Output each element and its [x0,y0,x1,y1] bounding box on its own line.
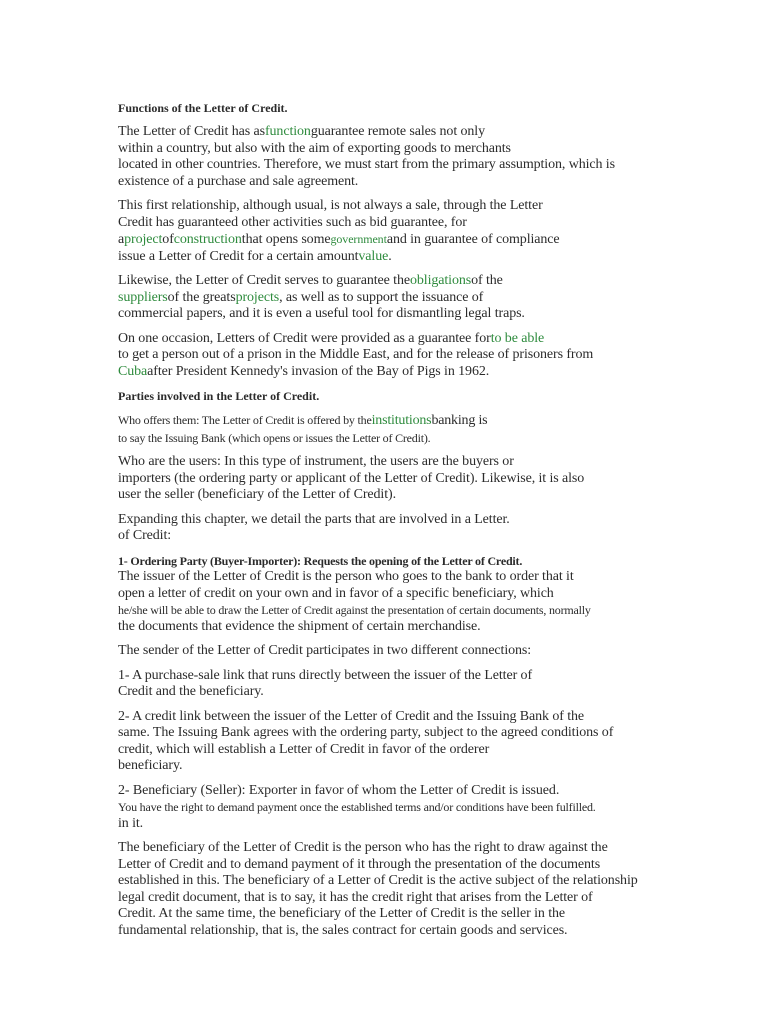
text-span: that opens some [241,232,331,247]
text-line: Credit has guaranteed other activities such as bid guarantee, for [118,214,467,230]
text-line: The beneficiary of the Letter of Credit is the person who has the right to draw against the [118,840,608,855]
text-span: a [118,232,125,247]
paragraph-first-relationship [118,198,718,265]
text-line: importers (the ordering party or applicant of the Letter of Credit). Likewise, it is also [118,470,585,486]
text-line [118,364,718,381]
document-page [118,100,718,939]
link-institutions[interactable]: institutions [371,413,432,428]
text-span: The Letter of Credit has as [118,124,265,139]
link-government[interactable]: government [330,232,387,246]
text-line [118,249,718,266]
text-line: located in other countries. Therefore, we must start from the primary assumption, which is [118,157,615,172]
text-span: of [162,232,174,247]
text-span: and in guarantee of compliance [386,232,560,247]
text-line: beneficiary. [118,758,183,773]
text-span: . [388,248,392,264]
text-line: legal credit document, that is to say, it has the credit right that arises from the Letter of [118,889,593,905]
text-line: The sender of the Letter of Credit participates in two different connections: [118,643,532,658]
section-heading-functions: Functions of the Letter of Credit. [118,101,288,115]
text-line [118,412,718,430]
paragraph-beneficiary-detail [118,840,718,939]
link-obligations[interactable]: obligations [409,273,472,288]
paragraph-beneficiary [118,783,718,833]
section-heading-parties: Parties involved in the Letter of Credit. [118,389,320,403]
text-span: Likewise, the Letter of Credit serves to guarantee the [118,273,410,288]
link-to-be-able[interactable]: to be able [490,330,545,346]
paragraph-occasion [118,331,718,381]
text-line: This first relationship, although usual, is not always a sale, through the Letter [118,198,543,213]
link-function[interactable]: function [264,124,311,139]
text-line: Credit and the beneficiary. [118,684,264,699]
text-line: The issuer of the Letter of Credit is the person who goes to the bank to order that it [118,569,574,584]
text-span: banking is [431,413,488,428]
paragraph-function-intro [118,124,718,190]
text-line: open a letter of credit on your own and in favor of a specific beneficiary, which [118,585,554,601]
paragraph-obligations [118,273,718,323]
paragraph-expanding [118,512,718,545]
text-line: Expanding this chapter, we detail the parts that are involved in a Letter. [118,511,510,527]
text-line: You have the right to demand payment once the established terms and/or conditions have been fulfilled. [118,800,596,814]
text-span: Who offers them: The Letter of Credit is offered by the [118,413,372,427]
text-line: he/she will be able to draw the Letter of Credit against the presentation of certain documents, normally [118,603,591,617]
text-span: , as well as to support the issuance of [279,289,484,305]
paragraph-who-offers [118,412,718,446]
text-line [118,273,718,290]
text-span: guarantee remote sales not only [310,124,485,139]
subheading-ordering-party: 1- Ordering Party (Buyer-Importer): Requests the opening of the Letter of Credit. [118,553,523,568]
text-line: established in this. The beneficiary of a Letter of Credit is the active subject of the relationship [118,873,638,888]
paragraph-purchase-sale-link [118,668,718,701]
text-line: Letter of Credit and to demand payment of it through the presentation of the documents [118,856,601,872]
text-span: On one occasion, Letters of Credit were provided as a guarantee for [118,330,491,346]
text-span: of the greats [167,289,236,305]
text-line: commercial papers, and it is even a useful tool for dismantling legal traps. [118,306,525,321]
link-cuba[interactable]: Cuba [118,363,148,379]
text-line: of Credit: [118,528,172,543]
link-project[interactable]: project [124,232,163,247]
text-line: same. The Issuing Bank agrees with the ordering party, subject to the agreed conditions of [118,725,614,740]
paragraph-users [118,454,718,504]
paragraph-ordering-party [118,553,718,636]
text-line: the documents that evidence the shipment of certain merchandise. [118,618,481,634]
text-line: credit, which will establish a Letter of Credit in favor of the orderer [118,741,490,757]
link-value[interactable]: value [358,248,389,264]
text-span: after President Kennedy's invasion of the Bay of Pigs in 1962. [147,363,490,379]
link-suppliers[interactable]: suppliers [118,289,168,305]
text-line: to say the Issuing Bank (which opens or issues the Letter of Credit). [118,430,431,445]
text-line: existence of a purchase and sale agreement. [118,173,359,189]
text-line: user the seller (beneficiary of the Letter of Credit). [118,487,396,502]
text-span: issue a Letter of Credit for a certain amount [118,248,359,264]
text-span: of the [471,273,503,288]
text-line: to get a person out of a prison in the Middle East, and for the release of prisoners from [118,347,594,362]
text-line: within a country, but also with the aim of exporting goods to merchants [118,140,511,156]
text-line: Credit. At the same time, the beneficiary of the Letter of Credit is the seller in the [118,906,566,921]
paragraph-sender [118,643,718,660]
text-line: 1- A purchase-sale link that runs directly between the issuer of the Letter of [118,667,533,683]
text-line [118,124,718,141]
link-construction[interactable]: construction [173,232,242,247]
text-line: in it. [118,815,144,831]
link-projects[interactable]: projects [235,289,280,305]
text-line: 2- Beneficiary (Seller): Exporter in favor of whom the Letter of Credit is issued. [118,782,560,798]
text-line [118,231,718,249]
text-line: Who are the users: In this type of instrument, the users are the buyers or [118,454,514,469]
text-line: fundamental relationship, that is, the sales contract for certain goods and services. [118,922,568,938]
text-line: 2- A credit link between the issuer of the Letter of Credit and the Issuing Bank of the [118,708,585,724]
text-line [118,331,718,348]
text-line [118,290,718,307]
paragraph-credit-link [118,709,718,775]
